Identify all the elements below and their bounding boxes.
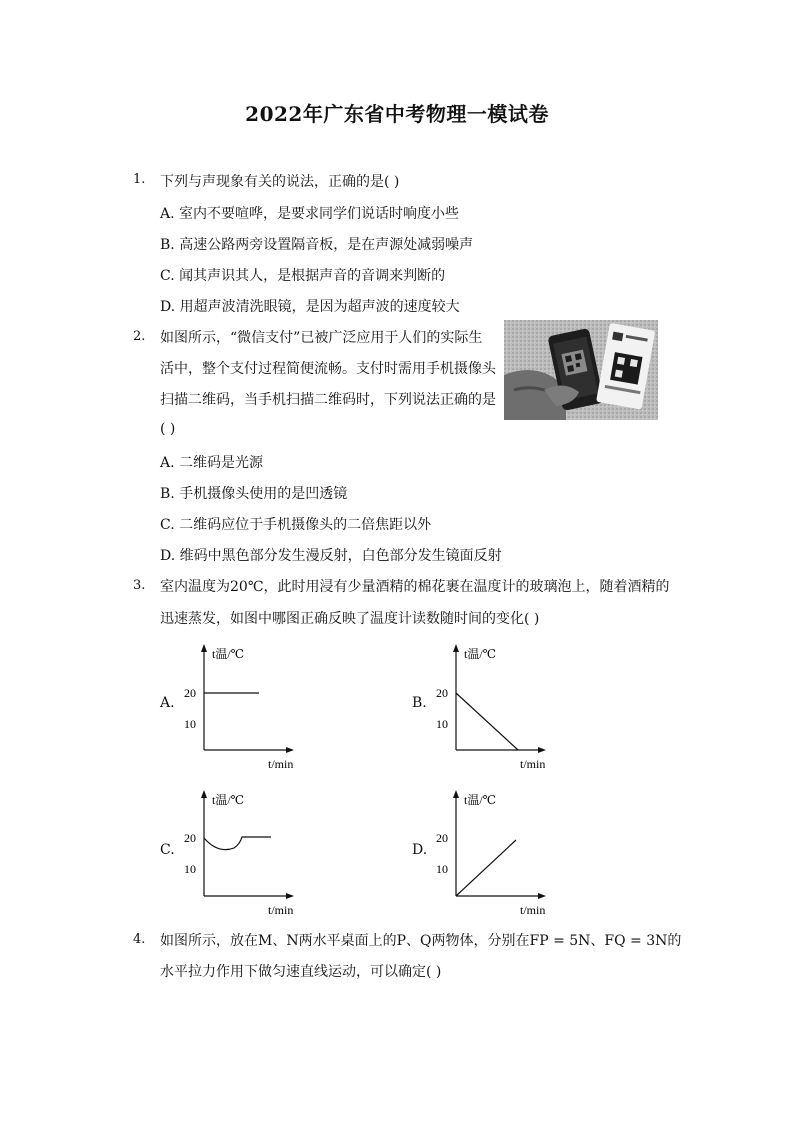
question-stem-line: 迅速蒸发，如图中哪图正确反映了温度计读数随时间的变化( ) [160,611,540,627]
tick-label-20: 20 [184,686,196,700]
phone-scanning-qr-code-photo [504,320,658,420]
graph-d [428,788,558,920]
question-stem-line: 如图所示，“微信支付”已被广泛应用于人们的实际生 [160,330,483,346]
question-number: 4. [133,932,146,947]
x-axis-label: t/min [268,757,294,771]
x-axis-arrow [538,893,546,899]
graph-d-label: D. [412,842,428,858]
option-b: B. 手机摄像头使用的是凹透镜 [160,486,348,502]
force-q: Q = 3N的 [614,933,682,949]
option-c: C. 二维码应位于手机摄像头的二倍焦距以外 [160,517,432,533]
curve [456,840,516,896]
option-a: A. 室内不要喧哗，是要求同学们说话时响度小些 [160,206,460,222]
tick-label-20: 20 [436,686,448,700]
y-axis-arrow [201,644,207,652]
graph-b [428,642,558,774]
question-stem-line: 水平拉力作用下做匀速直线运动，可以确定( ) [160,964,442,980]
stem-text: 如图所示，放在M、N两水平桌面上的P、Q两物体，分别在F [160,933,540,949]
graph-a-label: A. [160,695,175,711]
page-title: 2022年广东省中考物理一模试卷 [245,102,549,126]
question-stem-line [160,930,681,950]
tick-label-10: 10 [436,862,448,876]
question-stem-line: 扫描二维码，当手机扫描二维码时，下列说法正确的是 [160,392,496,408]
question-stem-line: ( ) [160,421,176,437]
curve [456,693,518,750]
x-axis-label: t/min [520,757,546,771]
y-axis-arrow [453,790,459,798]
question-number: 3. [133,578,146,593]
y-axis-arrow [201,790,207,798]
graph-c [176,788,306,920]
option-a: A. 二维码是光源 [160,455,264,471]
option-d: D. 用超声波清洗眼镜，是因为超声波的速度较大 [160,299,460,315]
y-axis-arrow [453,644,459,652]
question-stem-line: 活中，整个支付过程简便流畅。支付时需用手机摄像头 [160,361,496,377]
question-stem: 下列与声现象有关的说法，正确的是( ) [160,174,400,190]
x-axis-arrow [286,893,294,899]
graph-b-label: B. [412,695,427,711]
y-axis-label: t温/℃ [212,647,245,661]
tick-label-20: 20 [436,831,448,845]
y-axis-label: t温/℃ [464,647,497,661]
tick-label-10: 10 [436,717,448,731]
question-number: 2. [133,329,146,344]
x-axis-arrow [286,747,294,753]
option-c: C. 闻其声识其人，是根据声音的音调来判断的 [160,268,446,284]
tick-label-10: 10 [184,862,196,876]
x-axis-label: t/min [520,903,546,917]
graph-a [176,642,306,774]
tick-label-10: 10 [184,717,196,731]
force-p: P = 5N、F [539,933,615,949]
option-b: B. 高速公路两旁设置隔音板，是在声源处减弱噪声 [160,237,474,253]
option-d: D. 维码中黑色部分发生漫反射，白色部分发生镜面反射 [160,548,502,564]
question-number: 1. [133,172,146,187]
x-axis-label: t/min [268,903,294,917]
x-axis-arrow [538,747,546,753]
graph-c-label: C. [160,842,175,858]
question-stem-line: 室内温度为20℃，此时用浸有少量酒精的棉花裹在温度计的玻璃泡上，随着酒精的 [160,579,670,595]
curve [204,837,271,850]
y-axis-label: t温/℃ [212,793,245,807]
tick-label-20: 20 [184,831,196,845]
y-axis-label: t温/℃ [464,793,497,807]
